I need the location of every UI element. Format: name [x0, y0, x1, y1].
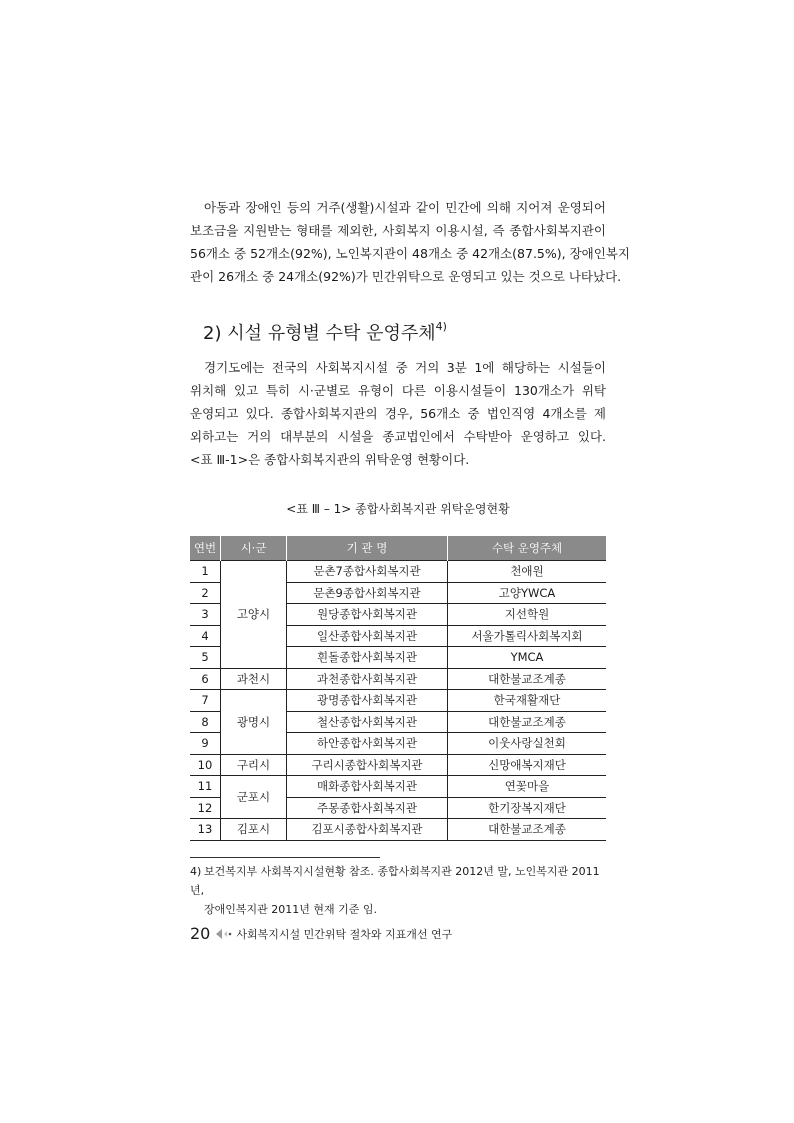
cell-facility: 문촌7종합사회복지관 — [287, 561, 448, 583]
cell-operator: 천애원 — [448, 561, 607, 583]
paragraph-line: 경기도에는 전국의 사회복지시설 중 거의 3분 1에 해당하는 시설들이 — [204, 360, 606, 375]
table-row — [190, 561, 606, 583]
header-city: 시·군 — [221, 536, 287, 561]
cell-city: 고양시 — [221, 561, 287, 669]
cell-no: 6 — [190, 668, 221, 690]
table-row — [190, 668, 606, 690]
paragraph-line: 보조금을 지원받는 형태를 제외한, 사회복지 이용시설, 즉 종합사회복지관이 — [190, 223, 606, 238]
footnote-text-line1: 보건복지부 사회복지시설현황 참조. 종합사회복지관 2012년 말, 노인복지관 2011년, — [190, 865, 600, 897]
cell-no: 3 — [190, 604, 221, 626]
cell-facility: 흰돌종합사회복지관 — [287, 647, 448, 669]
body-paragraph-2 — [190, 356, 606, 471]
cell-facility: 구리시종합사회복지관 — [287, 754, 448, 776]
cell-facility: 김포시종합사회복지관 — [287, 819, 448, 841]
paragraph-line: 운영되고 있다. 종합사회복지관의 경우, 56개소 중 법인직영 4개소를 제 — [190, 406, 606, 421]
footnote-number: 4) — [190, 865, 202, 878]
facility-table-container — [190, 536, 606, 841]
cell-no: 7 — [190, 690, 221, 712]
footnote-text-line2: 장애인복지관 2011년 현재 기준 임. — [204, 903, 377, 916]
cell-no: 5 — [190, 647, 221, 669]
cell-operator: 서울가톨릭사회복지회 — [448, 625, 607, 647]
cell-facility: 문촌9종합사회복지관 — [287, 582, 448, 604]
header-facility: 기 관 명 — [287, 536, 448, 561]
cell-no: 11 — [190, 776, 221, 798]
body-paragraph-1 — [190, 196, 630, 288]
cell-operator: 신망애복지재단 — [448, 754, 607, 776]
cell-city: 구리시 — [221, 754, 287, 776]
cell-operator: 대한불교조계종 — [448, 819, 607, 841]
cell-facility: 일산종합사회복지관 — [287, 625, 448, 647]
facility-table — [190, 536, 606, 841]
cell-operator: 한기장복지재단 — [448, 797, 607, 819]
chevron-ornament-icon — [214, 928, 232, 940]
cell-city: 과천시 — [221, 668, 287, 690]
cell-no: 1 — [190, 561, 221, 583]
page-footer — [190, 924, 452, 943]
header-operator: 수탁 운영주체 — [448, 536, 607, 561]
cell-facility: 원당종합사회복지관 — [287, 604, 448, 626]
cell-operator: 대한불교조계종 — [448, 711, 607, 733]
cell-city: 군포시 — [221, 776, 287, 819]
header-no: 연번 — [190, 536, 221, 561]
paragraph-line: 관이 26개소 중 24개소(92%)가 민간위탁으로 운영되고 있는 것으로 나타났다. — [190, 269, 622, 284]
cell-no: 4 — [190, 625, 221, 647]
table-body — [190, 561, 606, 841]
cell-no: 10 — [190, 754, 221, 776]
cell-operator: 지선학원 — [448, 604, 607, 626]
table-caption: <표 Ⅲ – 1> 종합사회복지관 위탁운영현황 — [286, 502, 510, 516]
paragraph-line: 위치해 있고 특히 시·군별로 유형이 다른 이용시설들이 130개소가 위탁 — [190, 383, 606, 398]
cell-operator: 대한불교조계종 — [448, 668, 607, 690]
section-heading-text: 2) 시설 유형별 수탁 운영주체 — [203, 323, 436, 344]
cell-no: 12 — [190, 797, 221, 819]
cell-no: 9 — [190, 733, 221, 755]
cell-operator: 이웃사랑실천회 — [448, 733, 607, 755]
cell-facility: 광명종합사회복지관 — [287, 690, 448, 712]
cell-operator: 연꽃마을 — [448, 776, 607, 798]
cell-facility: 하안종합사회복지관 — [287, 733, 448, 755]
cell-operator: YMCA — [448, 647, 607, 669]
cell-operator: 고양YWCA — [448, 582, 607, 604]
section-heading — [203, 314, 447, 347]
paragraph-line: 아동과 장애인 등의 거주(생활)시설과 같이 민간에 의해 지어져 운영되어 — [204, 200, 606, 215]
table-row — [190, 776, 606, 798]
table-row — [190, 690, 606, 712]
table-row — [190, 819, 606, 841]
cell-facility: 매화종합사회복지관 — [287, 776, 448, 798]
cell-no: 13 — [190, 819, 221, 841]
cell-city: 김포시 — [221, 819, 287, 841]
running-title: 사회복지시설 민간위탁 절차와 지표개선 연구 — [236, 927, 453, 941]
footnote-reference[interactable]: 4) — [435, 320, 447, 333]
table-header-row — [190, 536, 606, 561]
paragraph-line: 56개소 중 52개소(92%), 노인복지관이 48개소 중 42개소(87.5%), 장애인복지 — [190, 246, 630, 261]
cell-facility: 철산종합사회복지관 — [287, 711, 448, 733]
cell-no: 2 — [190, 582, 221, 604]
paragraph-line: 외하고는 거의 대부분의 시설을 종교법인에서 수탁받아 운영하고 있다. — [190, 429, 606, 444]
paragraph-line: <표 Ⅲ-1>은 종합사회복지관의 위탁운영 현황이다. — [190, 452, 470, 467]
cell-operator: 한국재활재단 — [448, 690, 607, 712]
cell-facility: 주몽종합사회복지관 — [287, 797, 448, 819]
footnote — [190, 862, 606, 919]
cell-no: 8 — [190, 711, 221, 733]
page-number: 20 — [190, 924, 211, 943]
cell-city: 광명시 — [221, 690, 287, 755]
table-row — [190, 754, 606, 776]
footnote-divider — [190, 857, 380, 858]
cell-facility: 과천종합사회복지관 — [287, 668, 448, 690]
